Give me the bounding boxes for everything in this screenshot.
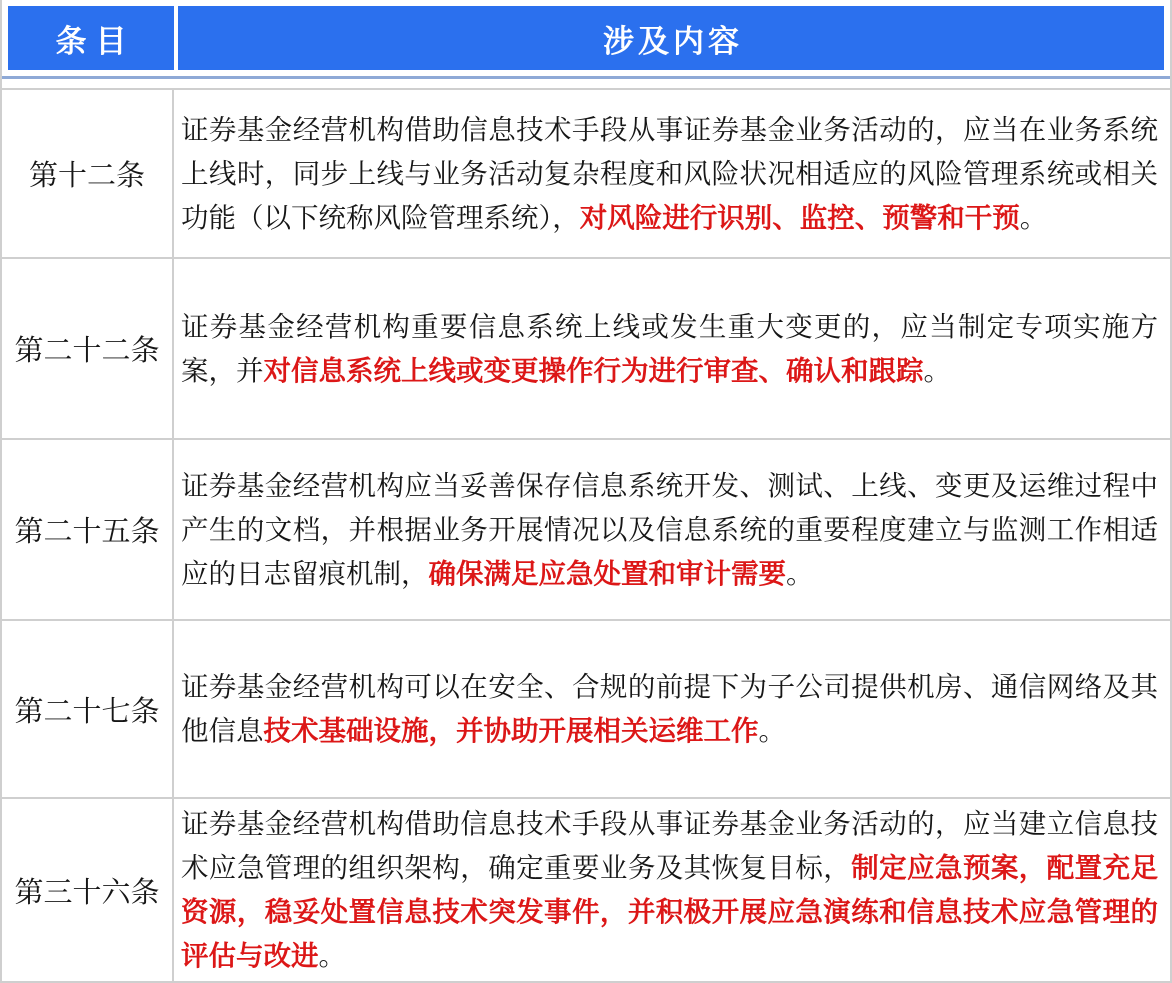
article-content bbox=[174, 90, 1170, 257]
article-content bbox=[174, 799, 1170, 981]
content-segment: 证券基金经营机构借助信息技术手段从事证券基金业务活动的，应当建立信息技术应急管理的组织架构，确定重要业务及其恢复目标， bbox=[181, 808, 1158, 883]
content-segment: 。 bbox=[923, 354, 951, 386]
content-segment-highlight: 对信息系统上线或变更操作行为进行审查、确认和跟踪 bbox=[263, 354, 924, 386]
header-underline bbox=[2, 76, 1170, 79]
article-content-text bbox=[181, 305, 1158, 393]
table-header-row bbox=[2, 6, 1170, 70]
content-segment: 。 bbox=[1019, 201, 1048, 233]
content-segment: 证券基金经营机构应当妥善保存信息系统开发、测试、上线、变更及运维过程中产生的文档，并根据业务开展情况以及信息系统的重要程度建立与监测工作相适应的日志留痕机制， bbox=[181, 469, 1158, 589]
table-row-article-12 bbox=[2, 88, 1170, 257]
content-segment: 证券基金经营机构可以在安全、合规的前提下为子公司提供机房、通信网络及其他信息 bbox=[181, 671, 1158, 746]
article-number: 第二十七条 bbox=[2, 621, 174, 797]
content-segment: 证券基金经营机构重要信息系统上线或发生重大变更的，应当制定专项实施方案，并 bbox=[181, 310, 1158, 386]
article-content bbox=[174, 621, 1170, 797]
content-segment: 。 bbox=[786, 557, 814, 589]
article-number: 第三十六条 bbox=[2, 799, 174, 981]
article-content-text bbox=[181, 464, 1158, 596]
article-number: 第十二条 bbox=[2, 90, 174, 257]
content-segment: 。 bbox=[758, 715, 786, 746]
table-row-article-36 bbox=[2, 797, 1170, 983]
article-number: 第二十五条 bbox=[2, 440, 174, 619]
table-row-article-27 bbox=[2, 619, 1170, 797]
content-segment-highlight: 制定应急预案，配置充足资源，稳妥处置信息技术突发事件，并积极开展应急演练和信息技术应急管理的评估与改进 bbox=[181, 852, 1158, 971]
content-segment: 。 bbox=[318, 940, 346, 971]
table-row-article-22 bbox=[2, 257, 1170, 438]
content-segment: 证券基金经营机构借助信息技术手段从事证券基金业务活动的，应当在业务系统上线时，同步上线与业务活动复杂程度和风险状况相适应的风险管理系统或相关功能（以下统称风险管理系统）， bbox=[181, 113, 1158, 233]
table-body bbox=[2, 88, 1170, 983]
article-content bbox=[174, 259, 1170, 438]
content-segment-highlight: 对风险进行识别、监控、预警和干预 bbox=[579, 201, 1020, 233]
article-content bbox=[174, 440, 1170, 619]
header-cell-item: 条目 bbox=[8, 6, 174, 70]
article-number: 第二十二条 bbox=[2, 259, 174, 438]
article-content-text bbox=[181, 108, 1158, 240]
content-segment-highlight: 确保满足应急处置和审计需要 bbox=[428, 557, 786, 589]
header-cell-content: 涉及内容 bbox=[178, 6, 1164, 70]
content-segment-highlight: 技术基础设施，并协助开展相关运维工作 bbox=[263, 715, 759, 746]
article-content-text bbox=[181, 802, 1158, 978]
article-content-text bbox=[181, 665, 1158, 753]
table-row-article-25 bbox=[2, 438, 1170, 619]
